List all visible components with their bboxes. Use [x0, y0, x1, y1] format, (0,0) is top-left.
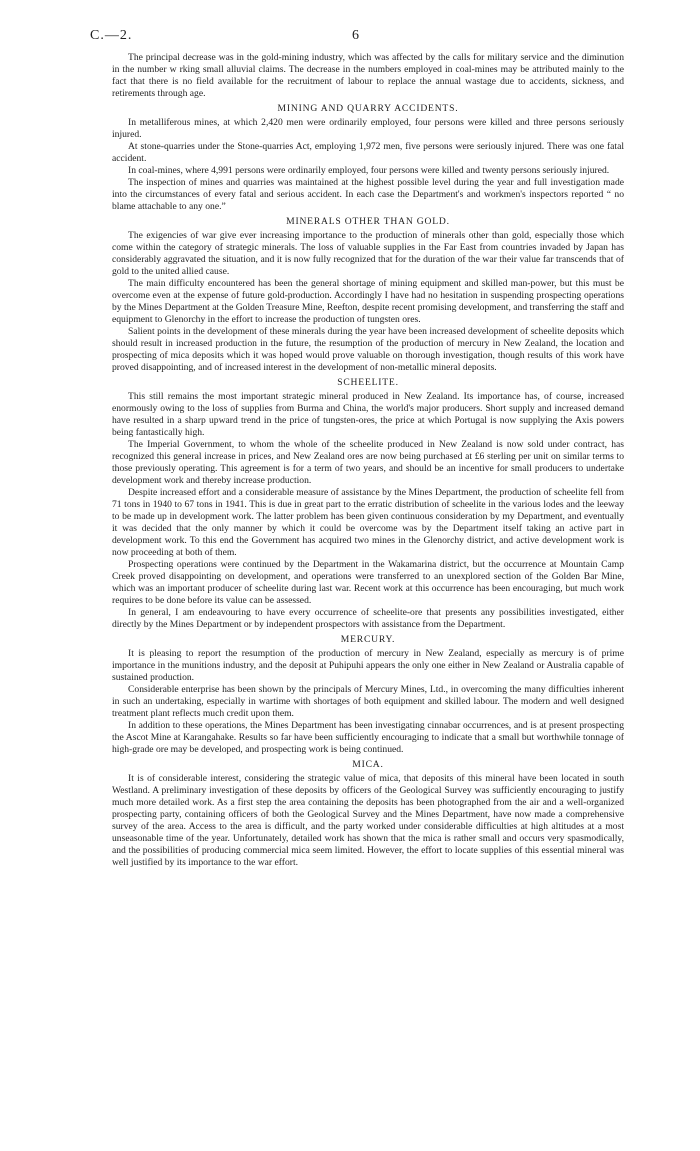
- paragraph: This still remains the most important strategic mineral produced in New Zealand. Its importance has, of course, increased enormously owing to the loss of supplies from Burma and China, the world's major producers. Short supply and increased demand have resulted in a sharp upward trend in the price of tungsten-ores, the price at which Portugal is now supplying the Axis powers being fantastically high.: [112, 391, 624, 438]
- paragraph: At stone-quarries under the Stone-quarries Act, employing 1,972 men, five persons were seriously injured. There was one fatal accident.: [112, 141, 624, 164]
- section-heading-scheelite: SCHEELITE.: [337, 377, 399, 388]
- paragraph: Despite increased effort and a considerable measure of assistance by the Mines Department, the production of scheelite fell from 71 tons in 1940 to 67 tons in 1941. This is due in great part to the erratic distribution of scheelite in the various lodes and the leeway to be made up in development work. The latter problem has been given continuous consideration by my Department, and eventually it was decided that the only manner by which it could be overcome was by the Department itself taking an active part in development work. To this end the Government has acquired two mines in the Glenorchy district, and active development work is now proceeding at both of them.: [112, 487, 624, 558]
- paragraph: It is of considerable interest, considering the strategic value of mica, that deposits of this mineral have been located in south Westland. A preliminary investigation of these deposits by officers of the Geological Survey was sufficiently encouraging to justify much more detailed work. As a first step the area containing the deposits has been photographed from the air and a well-organized prospecting party, containing officers of both the Geological Survey and the Mines Department, have now made a comprehensive survey of the area. Access to the area is difficult, and the party worked under considerable difficulties at high altitudes at a most unseasonable time of the year. Unfortunately, detailed work has shown that the mica is rather small and occurs very spasmodically, and the possibilities of producing commercial mica seem limited. However, the effort to locate supplies of this essential mineral was well justified by its importance to the war effort.: [112, 773, 624, 868]
- running-head: [90, 28, 610, 44]
- paragraph: Salient points in the development of these minerals during the year have been increased development of scheelite deposits which should result in increased production in the future, the resumption of the production of mercury in New Zealand, the location and prospecting of mica deposits which it was hoped would prove valuable on thorough investigation, though results of this work have proved disappointing, and of increased interest in the development of non-metallic mineral deposits.: [112, 326, 624, 373]
- paragraph: The inspection of mines and quarries was maintained at the highest possible level during the year and full investigation made into the circumstances of every fatal and serious accident. In each case the Department's and workmen's inspectors reported “ no blame attachable to any one.”: [112, 177, 624, 212]
- section-heading-accidents: MINING AND QUARRY ACCIDENTS.: [277, 103, 459, 114]
- body-text: [112, 52, 624, 869]
- paragraph: The Imperial Government, to whom the whole of the scheelite produced in New Zealand is now sold under contract, has recognized this general increase in prices, and New Zealand ores are now being purchased at £6 sterling per unit on similar terms to those previously operating. This agreement is for a term of two years, and should be an incentive for small producers to undertake development work and thereby increase production.: [112, 439, 624, 486]
- page-number: 6: [352, 28, 359, 43]
- document-reference: C.—2.: [90, 28, 133, 43]
- paragraph: It is pleasing to report the resumption of the production of mercury in New Zealand, especially as mercury is of prime importance in the munitions industry, and the deposit at Puhipuhi appears the only one either in New Zealand or Australia capable of sustained production.: [112, 648, 624, 683]
- paragraph: In addition to these operations, the Mines Department has been investigating cinnabar occurrences, and is at present prospecting the Ascot Mine at Karangahake. Results so far have been sufficiently encouraging to indicate that a small but worthwhile tonnage of high-grade ore may be developed, and prospecting work is being continued.: [112, 720, 624, 755]
- section-heading-mercury: MERCURY.: [340, 634, 396, 645]
- paragraph: In coal-mines, where 4,991 persons were ordinarily employed, four persons were killed and twenty persons seriously injured.: [128, 165, 610, 176]
- intro-paragraph: The principal decrease was in the gold-mining industry, which was affected by the calls for military service and the diminution in the number w rking small alluvial claims. The decrease in the numbers employed in coal-mines may be attributed mainly to the fact that there is no field available for the recruitment of labour to replace the annual wastage due to accidents, sickness, and retirements through age.: [112, 52, 624, 99]
- section-heading-mica: MICA.: [352, 759, 384, 770]
- paragraph: The main difficulty encountered has been the general shortage of mining equipment and skilled man-power, but this must be overcome even at the expense of future gold-production. Accordingly I have had no hesitation in suspending prospecting operations by the Mines Department at the Golden Treasure Mine, Reefton, despite recent promising development, and transferring the staff and equipment to Glenorchy in the effort to increase the production of tungsten ores.: [112, 278, 624, 325]
- paragraph: Considerable enterprise has been shown by the principals of Mercury Mines, Ltd., in overcoming the many difficulties inherent in such an undertaking, especially in wartime with shortages of both equipment and skilled labour. The modern and well designed treatment plant reflects much credit upon them.: [112, 684, 624, 719]
- paragraph: In metalliferous mines, at which 2,420 men were ordinarily employed, four persons were killed and three persons seriously injured.: [112, 117, 624, 140]
- paragraph: The exigencies of war give ever increasing importance to the production of minerals other than gold, especially those which come within the category of strategic minerals. The loss of valuable supplies in the Far East from countries invaded by Japan has considerably aggravated the situation, and it is now fully recognized that for the duration of the war their value far transcends that of gold to the united allied cause.: [112, 230, 624, 277]
- paragraph: In general, I am endeavouring to have every occurrence of scheelite-ore that presents any possibilities investigated, either directly by the Mines Department or by independent prospectors with assistance from the Department.: [112, 607, 624, 630]
- paragraph: Prospecting operations were continued by the Department in the Wakamarina district, but the occurrence at Mountain Camp Creek proved disappointing on development, and operations were transferred to an unexplored section of the Golden Bar Mine, which was an important producer of scheelite during last war. Recent work at this occurrence has been encouraging, but much work requires to be done before its value can be assessed.: [112, 559, 624, 606]
- section-heading-minerals: MINERALS OTHER THAN GOLD.: [286, 216, 450, 227]
